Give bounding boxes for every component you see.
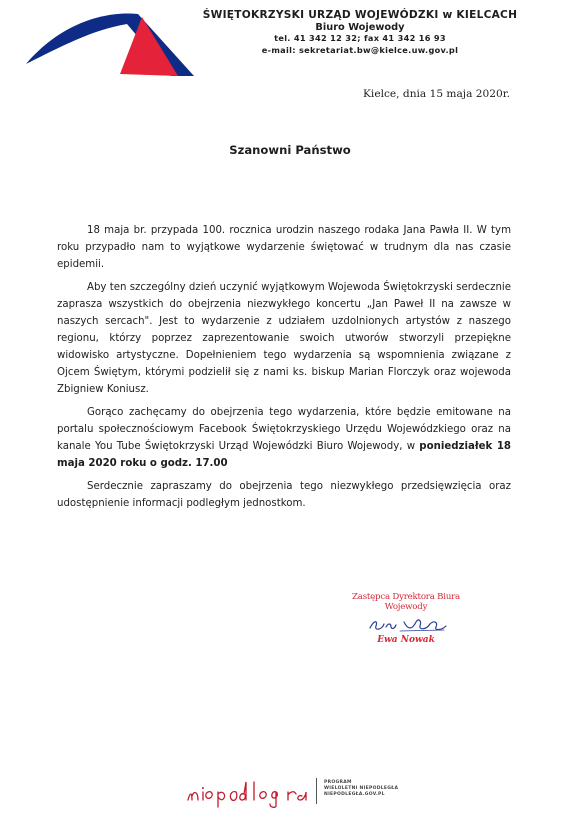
paragraph-concert: Aby ten szczególny dzień uczynić wyjątkowym Wojewoda Świętokrzyski serdecznie zaprasza wszystkich do obejrzenia niezwykłego koncertu „Jan Paweł II na zawsze w naszych sercach". Jest to wydarzenie z udziałem uzdolnionych artystów z naszego regionu, którzy poprzez zaprezentowanie swoich utworów stworzyli przepiękne widowisko artystyczne. Dopełnieniem tego wydarzenia są wspomnienia związane z Ojcem Świętym, którymi podzielił się z nami ks. biskup Marian Florczyk oraz wojewoda Zbigniew Koniusz. bbox=[57, 282, 511, 395]
paragraph-anniversary: 18 maja br. przypada 100. rocznica urodzin naszego rodaka Jana Pawła II. W tym roku przypadło nam to wyjątkowe wydarzenie świętować w trudnym dla nas czasie epidemii. bbox=[57, 225, 511, 270]
paragraph-invitation: Serdecznie zapraszamy do obejrzenia tego niezwykłego przedsięwzięcia oraz udostępnienie informacji podległym jednostkom. bbox=[57, 481, 511, 509]
paragraph-broadcast bbox=[57, 404, 511, 472]
signature-title: Zastępca Dyrektora Biura Wojewody bbox=[352, 592, 460, 612]
program-label-line-2: WIELOLETNI NIEPODLEGŁA bbox=[324, 786, 399, 791]
handwritten-signature bbox=[364, 616, 448, 634]
program-label-line-1: PROGRAM bbox=[324, 780, 352, 785]
letterhead bbox=[190, 10, 530, 56]
voivodeship-office-logo bbox=[22, 6, 194, 80]
broadcast-date-time: poniedziałek 18 maja 2020 roku o godz. 17.00 bbox=[57, 441, 511, 469]
place-date: Kielce, dnia 15 maja 2020r. bbox=[363, 88, 510, 100]
department-name: Biuro Wojewody bbox=[315, 21, 405, 33]
niepodlegla-logo bbox=[184, 776, 314, 808]
program-label bbox=[324, 780, 398, 798]
letter-body bbox=[57, 222, 511, 518]
footer-divider bbox=[316, 778, 317, 804]
program-label-line-3: NIEPODLEGŁA.GOV.PL bbox=[324, 792, 385, 797]
signature-block bbox=[330, 592, 482, 645]
email-address: e-mail: sekretariat.bw@kielce.uw.gov.pl bbox=[261, 44, 459, 55]
phone-fax: tel. 41 342 12 32; fax 41 342 16 93 bbox=[274, 33, 446, 43]
signatory-name: Ewa Nowak bbox=[377, 635, 435, 645]
office-name: ŚWIĘTOKRZYSKI URZĄD WOJEWÓDZKI w KIELCACH bbox=[202, 9, 518, 21]
broadcast-text: Gorąco zachęcamy do obejrzenia tego wydarzenia, które będzie emitowane na portalu społecznościowym Facebook Świętokrzyskiego Urzędu Wojewódzkiego oraz na kanale You Tube Świętokrzyski Urząd Wojewódzki Biuro Wojewody, w bbox=[57, 407, 511, 452]
salutation: Szanowni Państwo bbox=[229, 143, 351, 157]
